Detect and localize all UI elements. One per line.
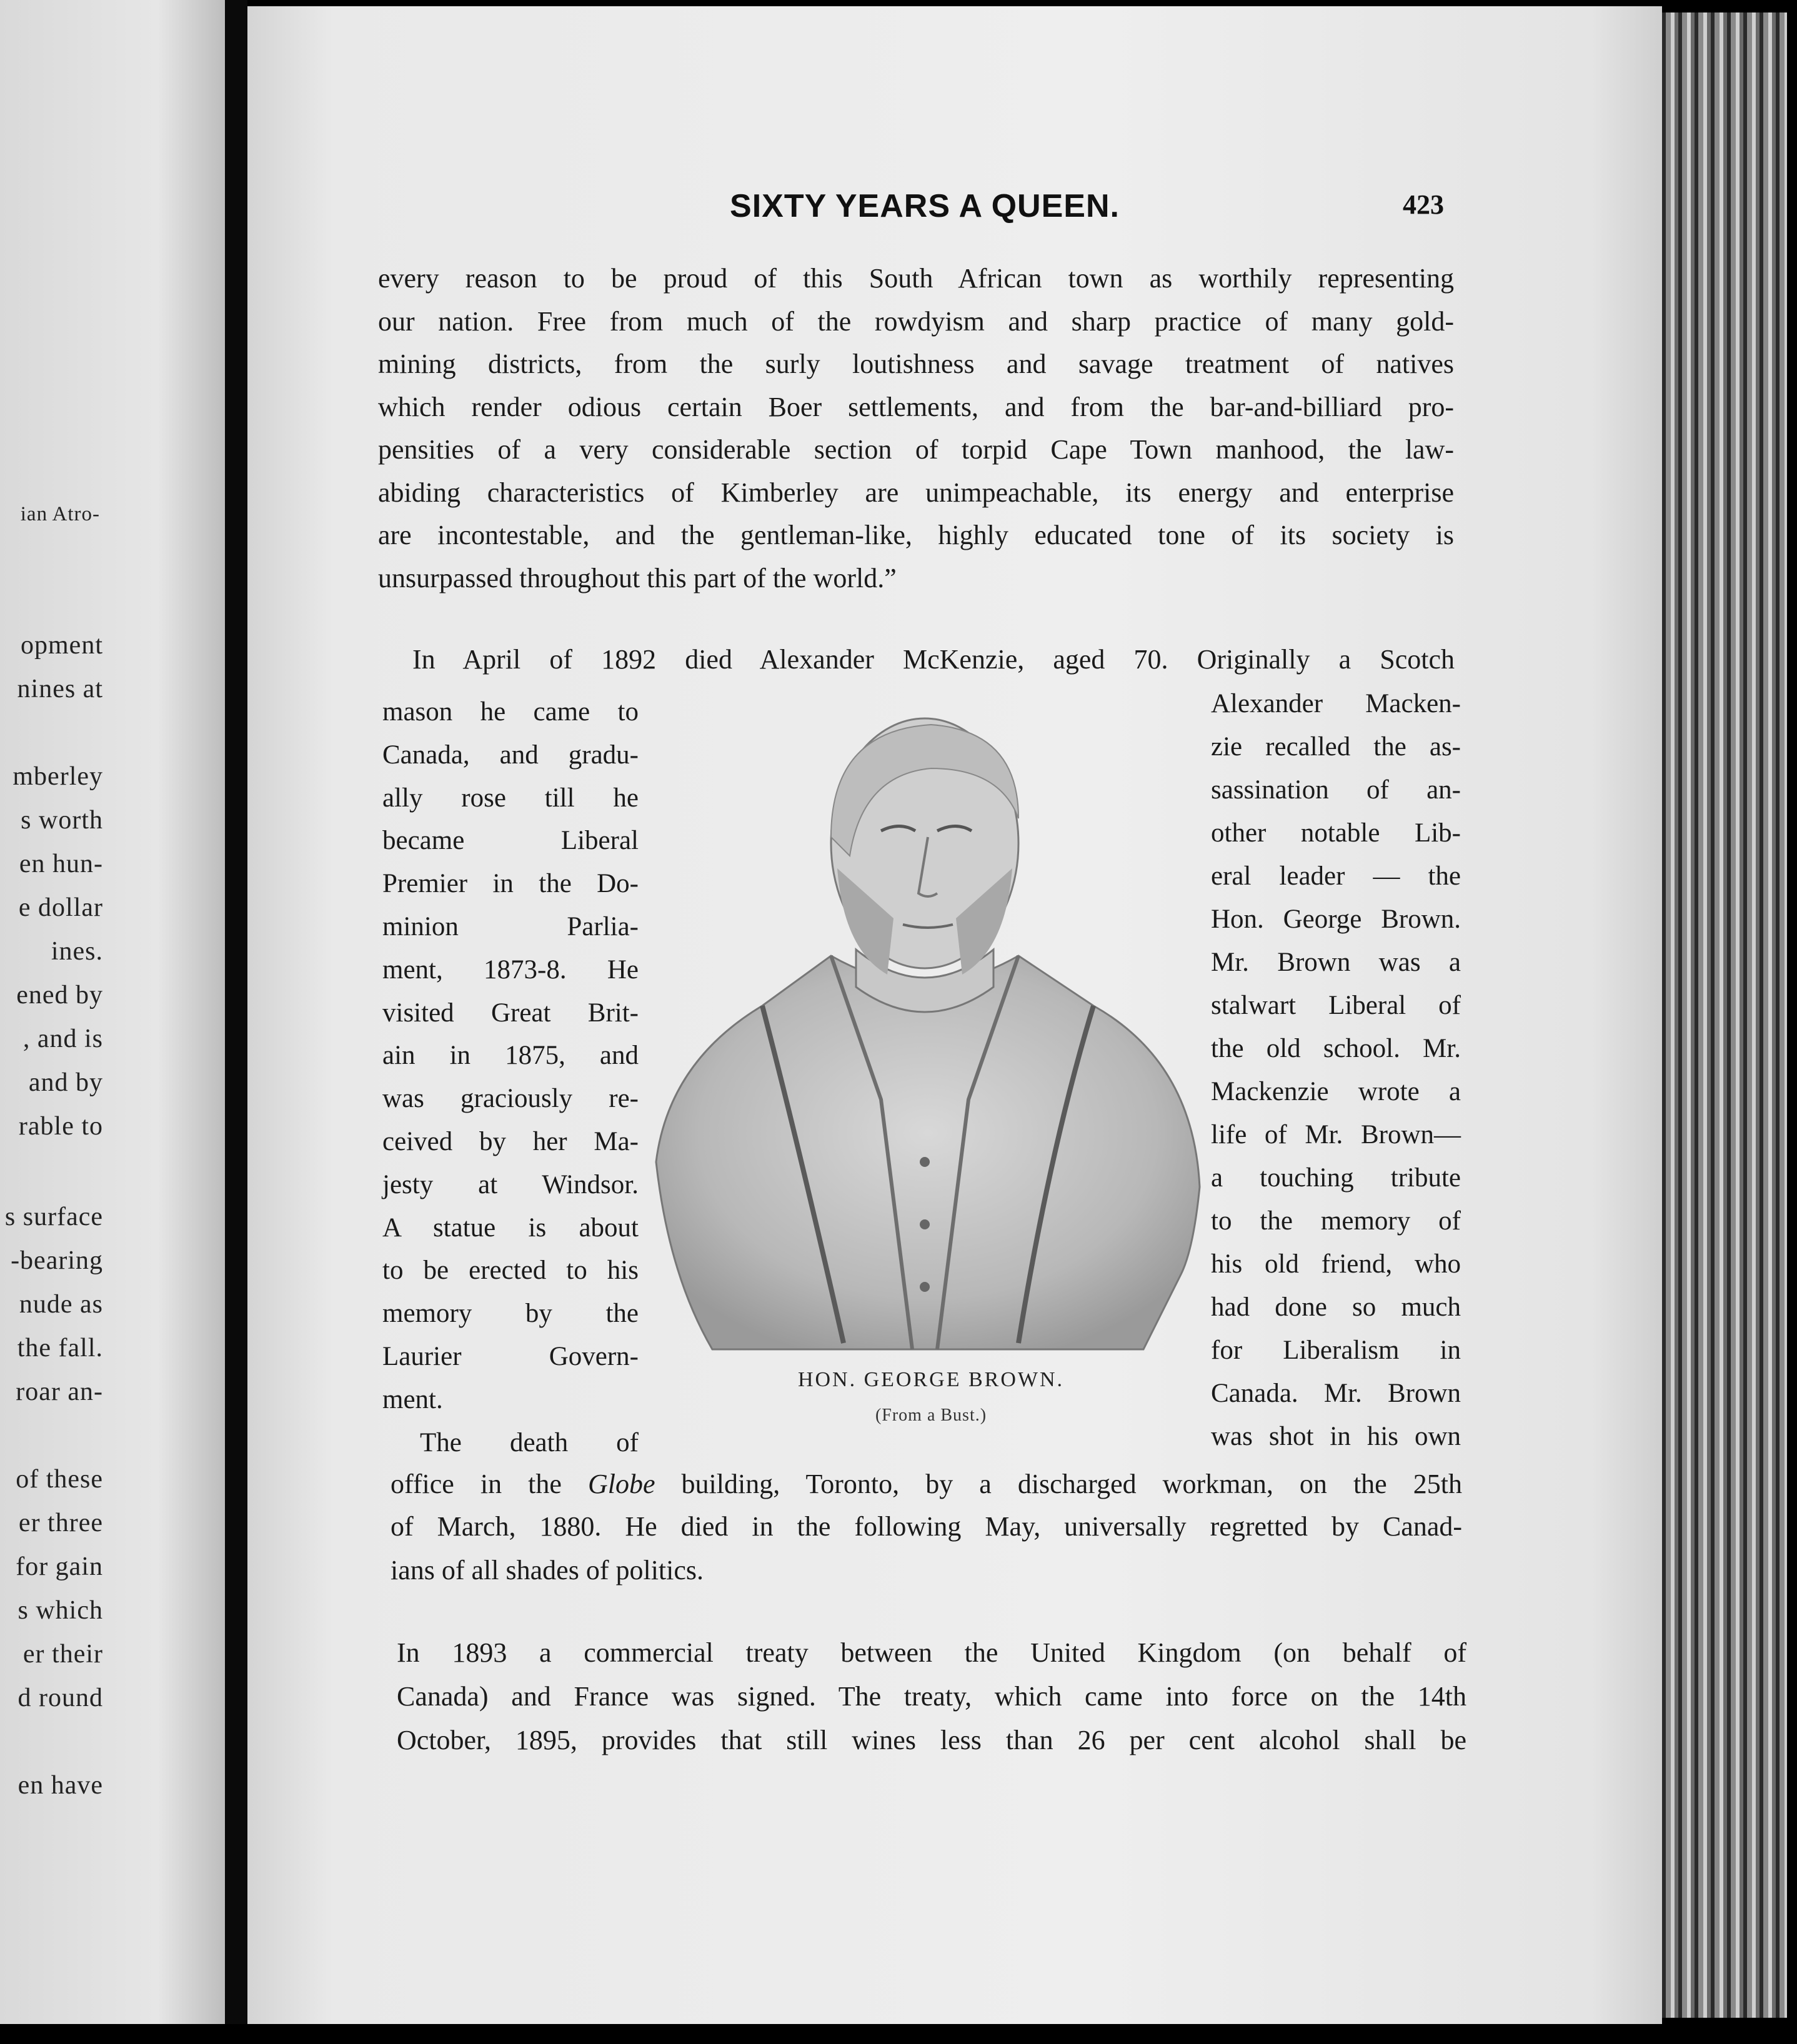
text-segment: building, Toronto, by a discharged workman, on the 25th bbox=[655, 1469, 1462, 1499]
text-line: October, 1895, provides that still wines less than 26 per cent alcohol shall be bbox=[397, 1725, 1466, 1755]
left-page-text-fragment: nines at bbox=[17, 675, 103, 703]
text-line: pensities of a very considerable section of torpid Cape Town manhood, the law- bbox=[378, 434, 1454, 465]
text-line: jesty at Windsor. bbox=[382, 1169, 639, 1199]
text-line: abiding characteristics of Kimberley are unimpeachable, its energy and enterprise bbox=[378, 477, 1454, 508]
text-line: mining districts, from the surly loutishness and savage treatment of natives bbox=[378, 349, 1454, 379]
left-page-text-fragment: and by bbox=[28, 1068, 103, 1097]
text-line: which render odious certain Boer settlements, and from the bar-and-billiard pro- bbox=[378, 391, 1454, 422]
newspaper-title-globe: Globe bbox=[587, 1469, 655, 1499]
left-page-text-fragment: en have bbox=[17, 1771, 103, 1800]
paragraph-mckenzie-first-line: In April of 1892 died Alexander McKenzie, aged 70. Originally a Scotch bbox=[412, 644, 1455, 675]
text-line: ally rose till he bbox=[382, 783, 639, 813]
left-page-text-fragment: ened by bbox=[16, 981, 103, 1010]
text-line: mason he came to bbox=[382, 697, 639, 727]
text-line: The death of bbox=[420, 1427, 639, 1457]
left-page-text-fragment: s surface bbox=[4, 1203, 103, 1231]
text-segment: office in the bbox=[391, 1469, 588, 1499]
text-line: of March, 1880. He died in the following May, universally regretted by Canad- bbox=[391, 1511, 1462, 1542]
text-line: are incontestable, and the gentleman-like, highly educated tone of its society is bbox=[378, 520, 1454, 550]
text-line: every reason to be proud of this South African town as worthily representing bbox=[378, 263, 1454, 294]
left-facing-page bbox=[0, 0, 225, 2044]
text-line: visited Great Brit- bbox=[382, 998, 639, 1028]
text-line: his old friend, who bbox=[1211, 1249, 1461, 1279]
left-page-text-fragment: er three bbox=[18, 1509, 103, 1537]
text-line: for Liberalism in bbox=[1211, 1336, 1461, 1365]
figure-caption: HON. GEORGE BROWN. bbox=[797, 1368, 1065, 1391]
text-line: zie recalled the as- bbox=[1211, 732, 1461, 762]
text-line: minion Parlia- bbox=[382, 912, 639, 941]
text-line: Canada, and gradu- bbox=[382, 740, 639, 770]
text-line: Mackenzie wrote a bbox=[1211, 1077, 1461, 1106]
text-line: a touching tribute bbox=[1211, 1163, 1461, 1193]
text-line: to the memory of bbox=[1211, 1206, 1461, 1236]
left-page-text-fragment: for gain bbox=[16, 1552, 103, 1581]
left-page-text-fragment: en hun- bbox=[19, 850, 103, 878]
left-page-text-fragment: d round bbox=[17, 1684, 103, 1712]
left-page-text-fragment: ian Atro- bbox=[20, 503, 100, 525]
text-line: life of Mr. Brown— bbox=[1211, 1120, 1461, 1149]
text-line: our nation. Free from much of the rowdyism and sharp practice of many gold- bbox=[378, 305, 1454, 337]
left-page-text-fragment: , and is bbox=[22, 1024, 103, 1053]
text-line: other notable Lib- bbox=[1211, 818, 1461, 848]
text-line: had done so much bbox=[1211, 1292, 1461, 1322]
scan-border bbox=[0, 2024, 1797, 2044]
text-line: eral leader — the bbox=[1211, 861, 1461, 891]
text-line: unsurpassed throughout this part of the world.” bbox=[378, 562, 897, 593]
page-edges bbox=[1662, 12, 1787, 2018]
text-line: Laurier Govern- bbox=[382, 1342, 639, 1371]
left-page-text-fragment: s worth bbox=[21, 806, 103, 835]
left-page-text-fragment: mberley bbox=[12, 762, 103, 791]
left-page-text-fragment: opment bbox=[21, 631, 103, 660]
text-line: memory by the bbox=[382, 1299, 639, 1329]
left-page-text-fragment: s which bbox=[17, 1596, 103, 1625]
left-page-text-fragment: roar an- bbox=[16, 1377, 103, 1406]
left-page-text-fragment: ines. bbox=[51, 937, 103, 966]
text-line: Mr. Brown was a bbox=[1211, 948, 1461, 977]
book-gutter bbox=[225, 0, 247, 2044]
text-line: A statue is about bbox=[382, 1213, 639, 1243]
page-number: 423 bbox=[1403, 189, 1444, 220]
text-line: Alexander Macken- bbox=[1211, 689, 1461, 718]
text-line: sassination of an- bbox=[1211, 775, 1461, 805]
left-page-text-fragment: rable to bbox=[18, 1112, 103, 1141]
text-line: ians of all shades of politics. bbox=[391, 1555, 704, 1585]
text-line: stalwart Liberal of bbox=[1211, 991, 1461, 1020]
text-line: ain in 1875, and bbox=[382, 1041, 639, 1071]
text-line: the old school. Mr. bbox=[1211, 1034, 1461, 1063]
text-line: was shot in his own bbox=[1211, 1422, 1461, 1451]
text-line: Canada. Mr. Brown bbox=[1211, 1379, 1461, 1408]
left-page-text-fragment: -bearing bbox=[11, 1246, 103, 1275]
left-page-text-fragment: e dollar bbox=[18, 893, 103, 922]
figure-sub-caption: (From a Bust.) bbox=[875, 1406, 987, 1425]
text-line: ceived by her Ma- bbox=[382, 1127, 639, 1156]
text-line: was graciously re- bbox=[382, 1084, 639, 1114]
text-line: Hon. George Brown. bbox=[1211, 905, 1461, 934]
text-line: Premier in the Do- bbox=[382, 869, 639, 899]
running-title: SIXTY YEARS A QUEEN. bbox=[730, 188, 1120, 224]
text-line: In 1893 a commercial treaty between the United Kingdom (on behalf of bbox=[397, 1637, 1466, 1668]
text-line: ment, 1873-8. He bbox=[382, 955, 639, 985]
left-page-text-fragment: er their bbox=[22, 1640, 103, 1669]
text-line: Canada) and France was signed. The treaty, which came into force on the 14th bbox=[397, 1681, 1466, 1712]
left-page-text-fragment: nude as bbox=[19, 1290, 103, 1319]
bust-illustration bbox=[644, 712, 1206, 1356]
text-line: ment. bbox=[382, 1384, 443, 1414]
left-page-text-fragment: the fall. bbox=[17, 1334, 103, 1362]
paragraph-mckenzie-line-globe bbox=[391, 1468, 1462, 1501]
left-page-text-fragment: of these bbox=[16, 1465, 103, 1494]
text-line: to be erected to his bbox=[382, 1256, 639, 1286]
portrait-bust-george-brown bbox=[644, 712, 1206, 1356]
text-line: became Liberal bbox=[382, 826, 639, 856]
